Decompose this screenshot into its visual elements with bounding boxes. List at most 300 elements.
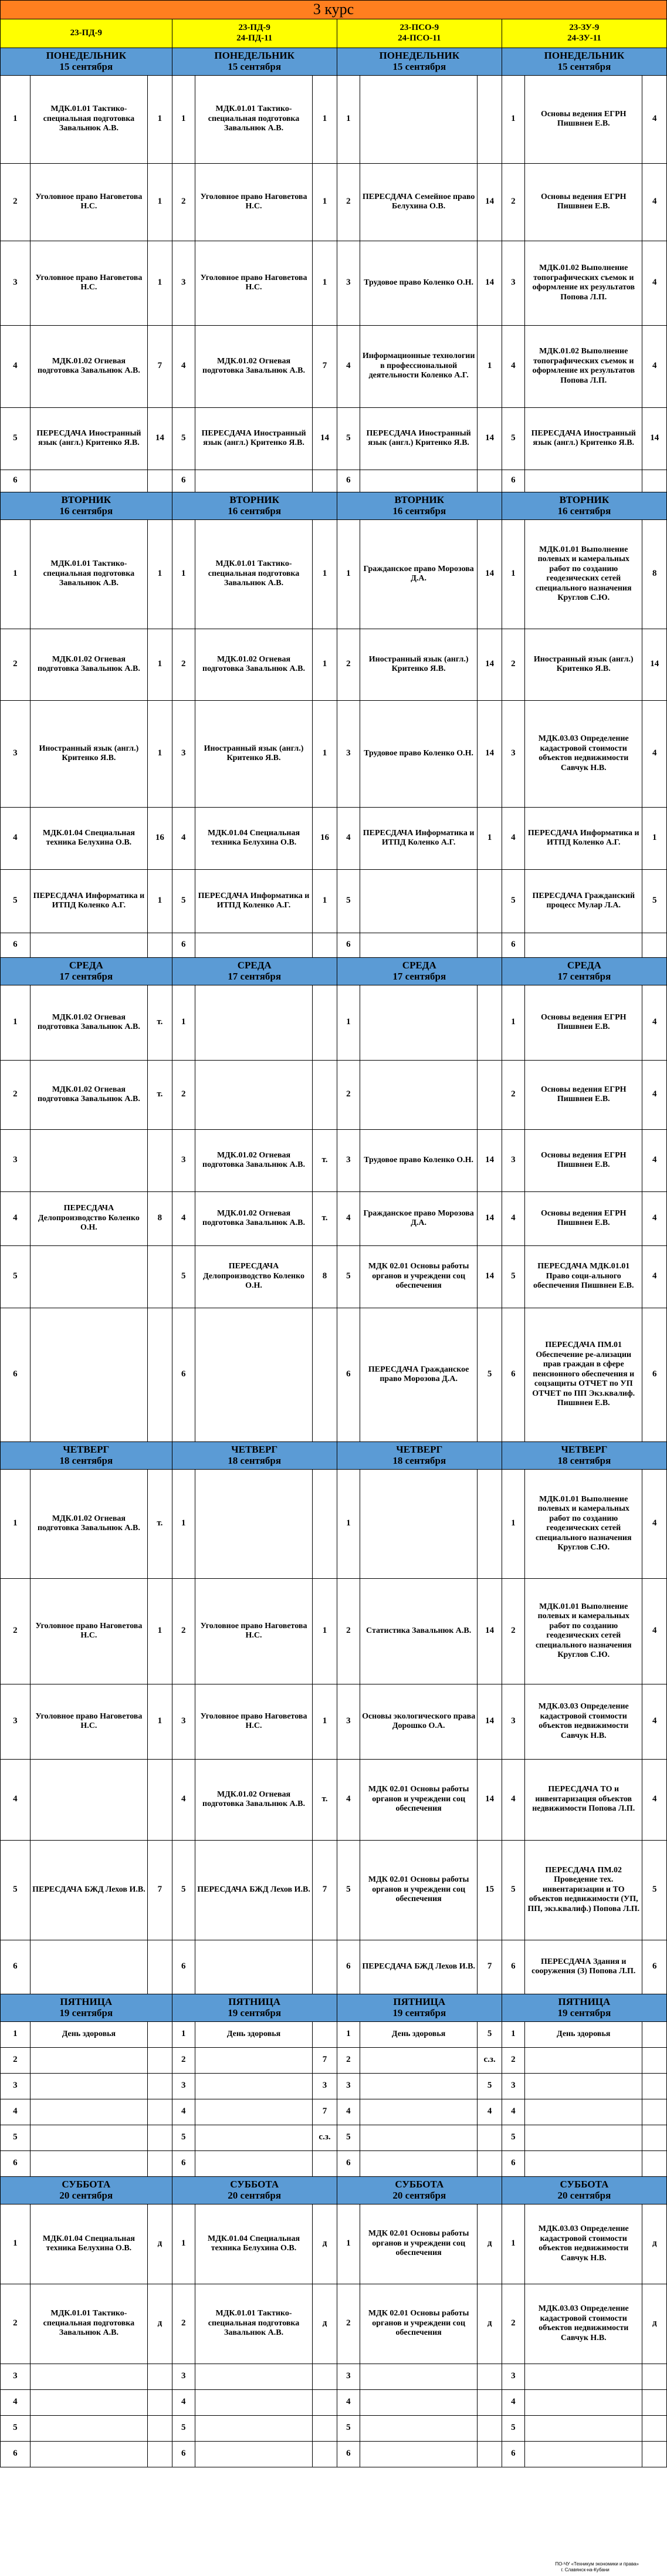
lesson-row (1, 985, 667, 1060)
lesson-subject (360, 2073, 477, 2099)
lesson-row (1, 1129, 667, 1191)
lesson-subject: День здоровья (360, 2021, 477, 2047)
day-name: ПЯТНИЦА (558, 1996, 611, 2007)
lesson-number: 3 (1, 241, 31, 325)
lesson-number: 2 (502, 2047, 524, 2073)
lesson-subject: МДК.01.01 Тактико-специальная подготовка Завальнюк А.В. (195, 519, 312, 629)
lesson-number: 5 (337, 2415, 360, 2441)
lesson-number: 5 (172, 1245, 195, 1308)
lesson-subject (195, 1469, 312, 1578)
lesson-number: 6 (502, 470, 524, 492)
day-date: 16 сентября (228, 505, 282, 516)
lesson-row (1, 1578, 667, 1684)
lesson-subject: Трудовое право Коленко О.Н. (360, 1129, 477, 1191)
lesson-subject: ПЕРЕСДАЧА Информатика и ИТПД Коленко А.Г. (30, 869, 147, 933)
lesson-subject: День здоровья (195, 2021, 312, 2047)
lesson-number: 3 (502, 241, 524, 325)
day-name: ПОНЕДЕЛЬНИК (544, 49, 625, 61)
day-header (502, 957, 666, 985)
lesson-number: 2 (502, 1578, 524, 1684)
lesson-subject: Уголовное право Наговетова Н.С. (30, 1578, 147, 1684)
lesson-number: 1 (337, 1469, 360, 1578)
lesson-row (1, 1308, 667, 1441)
lesson-subject: День здоровья (30, 2021, 147, 2047)
lesson-subject: Иностранный язык (англ.) Критенко Я.В. (360, 629, 477, 700)
lesson-subject (195, 2389, 312, 2415)
lesson-number: 6 (502, 933, 524, 957)
lesson-room: 4 (642, 1759, 667, 1840)
lesson-number: 5 (337, 1840, 360, 1940)
lesson-number: 4 (172, 2389, 195, 2415)
lesson-number: 1 (337, 2021, 360, 2047)
day-date: 19 сентября (392, 2007, 446, 2018)
lesson-number: 1 (502, 2021, 524, 2047)
lesson-room: 1 (148, 519, 172, 629)
day-header-row (1, 1994, 667, 2021)
lesson-room: 1 (313, 629, 337, 700)
lesson-subject (360, 869, 477, 933)
lesson-row (1, 1759, 667, 1840)
day-date: 15 сентября (228, 60, 282, 72)
lesson-subject: Гражданское право Морозова Д.А. (360, 519, 477, 629)
lesson-number: 3 (172, 2364, 195, 2389)
day-name: ВТОРНИК (559, 494, 610, 505)
lesson-row (1, 629, 667, 700)
lesson-room (313, 1469, 337, 1578)
lesson-number: 6 (172, 470, 195, 492)
lesson-room: 14 (478, 519, 502, 629)
lesson-number: 2 (337, 629, 360, 700)
day-date: 20 сентября (228, 2189, 282, 2201)
lesson-subject: ПЕРЕСДАЧА БЖД Лехов И.В. (360, 1940, 477, 1994)
lesson-number: 2 (502, 629, 524, 700)
lesson-number: 2 (172, 1578, 195, 1684)
lesson-number: 2 (1, 1578, 31, 1684)
lesson-room: 4 (642, 241, 667, 325)
lesson-room: 14 (478, 629, 502, 700)
lesson-subject: МДК 02.01 Основы работы органов и учреждени соц обеспечения (360, 2204, 477, 2284)
lesson-subject: ПЕРЕСДАЧА БЖД Лехов И.В. (30, 1840, 147, 1940)
day-header (502, 1441, 666, 1469)
lesson-number: 2 (1, 1060, 31, 1129)
day-date: 19 сентября (228, 2007, 282, 2018)
lesson-number: 1 (1, 2021, 31, 2047)
lesson-number: 3 (502, 2364, 524, 2389)
lesson-room: 1 (313, 869, 337, 933)
lesson-room (478, 2150, 502, 2176)
day-name: СРЕДА (567, 959, 601, 971)
lesson-number: 6 (337, 1308, 360, 1441)
lesson-subject (360, 2389, 477, 2415)
lesson-subject (30, 1759, 147, 1840)
lesson-subject (30, 2441, 147, 2467)
lesson-row (1, 2150, 667, 2176)
lesson-number: 1 (337, 519, 360, 629)
lesson-room (148, 1308, 172, 1441)
lesson-room (313, 2415, 337, 2441)
lesson-room: д (642, 2204, 667, 2284)
lesson-number: 5 (502, 1245, 524, 1308)
day-header (172, 48, 337, 75)
lesson-room (313, 2389, 337, 2415)
day-date: 17 сентября (228, 970, 282, 982)
lesson-room (642, 2441, 667, 2467)
lesson-number: 6 (337, 1940, 360, 1994)
lesson-room: д (313, 2284, 337, 2364)
lesson-room: 1 (313, 1684, 337, 1759)
day-header (337, 48, 502, 75)
lesson-number: 6 (337, 470, 360, 492)
lesson-room: 4 (478, 2099, 502, 2125)
lesson-room: д (642, 2284, 667, 2364)
lesson-subject: МДК.03.03 Определение кадастровой стоимости объектов недвижимости Савчук Н.В. (525, 700, 642, 807)
lesson-number: 6 (172, 2150, 195, 2176)
day-date: 19 сентября (59, 2007, 113, 2018)
lesson-room: 14 (478, 241, 502, 325)
lesson-subject (360, 2150, 477, 2176)
lesson-subject: МДК.01.02 Огневая подготовка Завальнюк А.В. (30, 1469, 147, 1578)
lesson-room: 1 (313, 700, 337, 807)
day-name: ЧЕТВЕРГ (396, 1443, 443, 1455)
day-name: СРЕДА (69, 959, 103, 971)
day-header (1, 957, 172, 985)
lesson-subject: МДК.03.03 Определение кадастровой стоимости объектов недвижимости Савчук Н.В. (525, 1684, 642, 1759)
lesson-number: 4 (337, 325, 360, 407)
lesson-subject: Основы экологического права Дорошко О.А. (360, 1684, 477, 1759)
lesson-room (478, 1060, 502, 1129)
lesson-subject: МДК.01.01 Тактико-специальная подготовка Завальнюк А.В. (30, 75, 147, 163)
lesson-room: 8 (642, 519, 667, 629)
lesson-number: 3 (1, 2073, 31, 2099)
lesson-row (1, 2125, 667, 2150)
lesson-subject (360, 2125, 477, 2150)
day-header-row (1, 492, 667, 519)
lesson-subject (360, 2099, 477, 2125)
lesson-room: 3 (313, 2073, 337, 2099)
lesson-room: 4 (642, 1191, 667, 1245)
lesson-number: 2 (337, 2047, 360, 2073)
lesson-room: 1 (148, 1578, 172, 1684)
title-row (1, 1, 667, 19)
day-date: 18 сентября (392, 1454, 446, 1466)
lesson-number: 5 (172, 2125, 195, 2150)
lesson-number: 4 (502, 2389, 524, 2415)
lesson-subject: ПЕРЕСДАЧА Гражданское право Морозова Д.А. (360, 1308, 477, 1441)
lesson-number: 5 (1, 407, 31, 470)
lesson-room (642, 2073, 667, 2099)
lesson-subject (195, 2073, 312, 2099)
lesson-room (642, 2415, 667, 2441)
lesson-number: 3 (1, 1684, 31, 1759)
lesson-subject: Основы ведения ЕГРН Пишвнеи Е.В. (525, 1191, 642, 1245)
lesson-number: 6 (172, 2441, 195, 2467)
lesson-number: 6 (1, 1308, 31, 1441)
lesson-subject (195, 2364, 312, 2389)
lesson-number: 2 (1, 163, 31, 241)
lesson-room (313, 1940, 337, 1994)
day-header (1, 492, 172, 519)
lesson-room: 5 (642, 869, 667, 933)
lesson-subject: МДК.01.04 Специальная техника Белухина О.В. (195, 2204, 312, 2284)
lesson-room: 4 (642, 1684, 667, 1759)
lesson-room: 1 (313, 163, 337, 241)
lesson-room: 4 (642, 163, 667, 241)
lesson-subject (525, 470, 642, 492)
lesson-room (148, 2047, 172, 2073)
lesson-number: 1 (1, 1469, 31, 1578)
lesson-subject: МДК.03.03 Определение кадастровой стоимости объектов недвижимости Савчук Н.В. (525, 2284, 642, 2364)
day-date: 20 сентября (392, 2189, 446, 2201)
lesson-room: 4 (642, 1245, 667, 1308)
lesson-number: 1 (502, 1469, 524, 1578)
day-header-row (1, 2176, 667, 2204)
lesson-row (1, 933, 667, 957)
lesson-row (1, 470, 667, 492)
lesson-room: 7 (148, 1840, 172, 1940)
lesson-room: 1 (313, 241, 337, 325)
lesson-number: 4 (1, 807, 31, 869)
lesson-number: 5 (172, 2415, 195, 2441)
lesson-number: 1 (337, 75, 360, 163)
lesson-number: 5 (1, 1245, 31, 1308)
lesson-number: 6 (337, 2441, 360, 2467)
lesson-room (478, 985, 502, 1060)
day-date: 15 сентября (59, 60, 113, 72)
lesson-number: 5 (1, 2415, 31, 2441)
lesson-room (478, 2125, 502, 2150)
lesson-subject: МДК.01.04 Специальная техника Белухина О.В. (195, 807, 312, 869)
lesson-room: 14 (148, 407, 172, 470)
day-name: ЧЕТВЕРГ (561, 1443, 608, 1455)
lesson-room: 5 (478, 2021, 502, 2047)
lesson-row (1, 241, 667, 325)
lesson-subject: Уголовное право Наговетова Н.С. (30, 1684, 147, 1759)
lesson-subject (30, 1940, 147, 1994)
lesson-number: 5 (337, 1245, 360, 1308)
lesson-room (148, 2125, 172, 2150)
course-title: 3 курс (1, 1, 667, 19)
groups-row (1, 19, 667, 48)
lesson-room (148, 2389, 172, 2415)
lesson-room (642, 2389, 667, 2415)
lesson-subject: ПЕРЕСДАЧА ПМ.02 Проведение тех. инвентаризации и ТО объектов недвижимости (УП, ПП, экз.квалиф.) Попова Л.П. (525, 1840, 642, 1940)
lesson-subject (525, 2364, 642, 2389)
lesson-subject (30, 2125, 147, 2150)
lesson-row (1, 2415, 667, 2441)
lesson-number: 4 (502, 325, 524, 407)
lesson-room: 1 (148, 241, 172, 325)
lesson-number: 2 (337, 2284, 360, 2364)
lesson-row (1, 700, 667, 807)
lesson-number: 2 (172, 163, 195, 241)
lesson-room (313, 1308, 337, 1441)
lesson-room (313, 985, 337, 1060)
day-name: ЧЕТВЕРГ (231, 1443, 278, 1455)
lesson-number: 3 (172, 1684, 195, 1759)
lesson-number: 6 (1, 1940, 31, 1994)
lesson-subject: Уголовное право Наговетова Н.С. (195, 1578, 312, 1684)
lesson-number: 2 (172, 629, 195, 700)
lesson-subject: ПЕРЕСДАЧА Делопроизводство Коленко О.Н. (195, 1245, 312, 1308)
lesson-subject (30, 2364, 147, 2389)
lesson-subject (525, 2150, 642, 2176)
lesson-number: 1 (1, 2204, 31, 2284)
lesson-subject: Основы ведения ЕГРН Пишвнеи Е.В. (525, 1060, 642, 1129)
lesson-number: 6 (337, 933, 360, 957)
lesson-row (1, 1469, 667, 1578)
lesson-number: 1 (172, 519, 195, 629)
lesson-room: 14 (478, 1129, 502, 1191)
day-name: ПОНЕДЕЛЬНИК (46, 49, 127, 61)
lesson-number: 4 (1, 1759, 31, 1840)
day-date: 20 сентября (557, 2189, 611, 2201)
lesson-subject: МДК.01.01 Выполнение полевых и камеральных работ по созданию геодезических сетей специального назначения Круглов С.Ю. (525, 1578, 642, 1684)
lesson-subject (30, 470, 147, 492)
lesson-row (1, 807, 667, 869)
lesson-room: 1 (642, 807, 667, 869)
lesson-number: 3 (1, 1129, 31, 1191)
lesson-room (148, 1245, 172, 1308)
day-header (1, 1441, 172, 1469)
lesson-subject (195, 2441, 312, 2467)
lesson-number: 1 (172, 75, 195, 163)
lesson-room: 1 (478, 807, 502, 869)
lesson-row (1, 2099, 667, 2125)
lesson-subject: МДК.01.01 Тактико-специальная подготовка Завальнюк А.В. (195, 2284, 312, 2364)
day-date: 16 сентября (392, 505, 446, 516)
lesson-subject (195, 2099, 312, 2125)
day-date: 18 сентября (228, 1454, 282, 1466)
lesson-room: 14 (478, 1191, 502, 1245)
lesson-room: 6 (642, 1940, 667, 1994)
lesson-subject (525, 933, 642, 957)
footer (555, 2561, 639, 2573)
lesson-subject (195, 1940, 312, 1994)
lesson-subject (360, 933, 477, 957)
lesson-row (1, 2284, 667, 2364)
day-header (337, 492, 502, 519)
lesson-room (313, 1060, 337, 1129)
day-name: СРЕДА (237, 959, 272, 971)
lesson-number: 5 (502, 2415, 524, 2441)
day-header (502, 2176, 666, 2204)
lesson-number: 2 (1, 2284, 31, 2364)
lesson-row (1, 1840, 667, 1940)
lesson-subject: МДК.01.02 Огневая подготовка Завальнюк А.В. (30, 1060, 147, 1129)
day-header-row (1, 48, 667, 75)
lesson-subject: МДК 02.01 Основы работы органов и учреждени соц обеспечения (360, 1840, 477, 1940)
lesson-room (642, 2099, 667, 2125)
lesson-number: 5 (1, 1840, 31, 1940)
lesson-subject: ПЕРЕСДАЧА ПМ.01 Обеспечение ре-ализации прав граждан в сфере пенсионного обеспечения и соцзащиты ОТЧЕТ по УП ОТЧЕТ по ПП Экз.квалиф. Пишвнеи Е.В. (525, 1308, 642, 1441)
lesson-subject: МДК.01.02 Огневая подготовка Завальнюк А.В. (30, 325, 147, 407)
lesson-row (1, 2441, 667, 2467)
lesson-number: 1 (337, 985, 360, 1060)
lesson-number: 5 (502, 1840, 524, 1940)
lesson-number: 4 (337, 2099, 360, 2125)
lesson-room (478, 75, 502, 163)
lesson-room (642, 2021, 667, 2047)
lesson-number: 2 (502, 2284, 524, 2364)
lesson-room (148, 2415, 172, 2441)
lesson-room: 7 (313, 2099, 337, 2125)
day-name: СУББОТА (230, 2178, 279, 2190)
day-header (172, 492, 337, 519)
lesson-number: 4 (337, 807, 360, 869)
lesson-number: 1 (502, 2204, 524, 2284)
day-name: ВТОРНИК (229, 494, 279, 505)
day-header-row (1, 1441, 667, 1469)
day-header (337, 2176, 502, 2204)
day-date: 17 сентября (392, 970, 446, 982)
day-header (172, 1994, 337, 2021)
lesson-room (313, 2441, 337, 2467)
lesson-room: 5 (478, 1308, 502, 1441)
lesson-subject: Уголовное право Наговетова Н.С. (195, 163, 312, 241)
lesson-room: 7 (478, 1940, 502, 1994)
footer-line-2: г. Славянск-на-Кубани (561, 2567, 610, 2572)
lesson-subject (360, 2047, 477, 2073)
lesson-subject (360, 985, 477, 1060)
day-date: 17 сентября (59, 970, 113, 982)
lesson-subject: МДК.01.02 Огневая подготовка Завальнюк А.В. (195, 1191, 312, 1245)
day-header (172, 957, 337, 985)
lesson-row (1, 2047, 667, 2073)
lesson-room: 1 (148, 1684, 172, 1759)
lesson-subject: ПЕРЕСДАЧА ТО и инвентаризация объектов недвижимости Попова Л.П. (525, 1759, 642, 1840)
lesson-room: 4 (642, 1578, 667, 1684)
lesson-subject (360, 75, 477, 163)
lesson-room (148, 2364, 172, 2389)
lesson-subject: МДК.01.02 Огневая подготовка Завальнюк А.В. (195, 1129, 312, 1191)
lesson-number: 5 (1, 2125, 31, 2150)
lesson-subject (525, 2441, 642, 2467)
lesson-number: 6 (172, 933, 195, 957)
lesson-number: 4 (1, 2389, 31, 2415)
day-name: СУББОТА (560, 2178, 609, 2190)
lesson-number: 1 (172, 2204, 195, 2284)
lesson-room: 14 (478, 1684, 502, 1759)
lesson-subject (360, 2415, 477, 2441)
lesson-room (642, 470, 667, 492)
lesson-room: 7 (313, 1840, 337, 1940)
lesson-number: 2 (337, 163, 360, 241)
lesson-number: 3 (1, 2364, 31, 2389)
lesson-row (1, 869, 667, 933)
lesson-number: 3 (502, 1684, 524, 1759)
lesson-subject: Иностранный язык (англ.) Критенко Я.В. (525, 629, 642, 700)
lesson-subject: ПЕРЕСДАЧА Делопроизводство Коленко О.Н. (30, 1191, 147, 1245)
group-header-2: 23-ПД-9 24-ПД-11 (172, 19, 337, 48)
lesson-subject (195, 1060, 312, 1129)
lesson-number: 1 (502, 985, 524, 1060)
lesson-number: 5 (172, 1840, 195, 1940)
lesson-subject (30, 933, 147, 957)
day-date: 15 сентября (557, 60, 611, 72)
lesson-room: 14 (478, 700, 502, 807)
lesson-room: 4 (642, 1129, 667, 1191)
lesson-room (313, 470, 337, 492)
lesson-subject (360, 470, 477, 492)
lesson-number: 1 (172, 2021, 195, 2047)
lesson-room: т. (313, 1759, 337, 1840)
lesson-number: 6 (502, 1940, 524, 1994)
lesson-room (148, 470, 172, 492)
lesson-room: с.з. (478, 2047, 502, 2073)
lesson-number: 4 (502, 2099, 524, 2125)
group-header-3: 23-ПСО-9 24-ПСО-11 (337, 19, 502, 48)
lesson-room: 4 (642, 325, 667, 407)
